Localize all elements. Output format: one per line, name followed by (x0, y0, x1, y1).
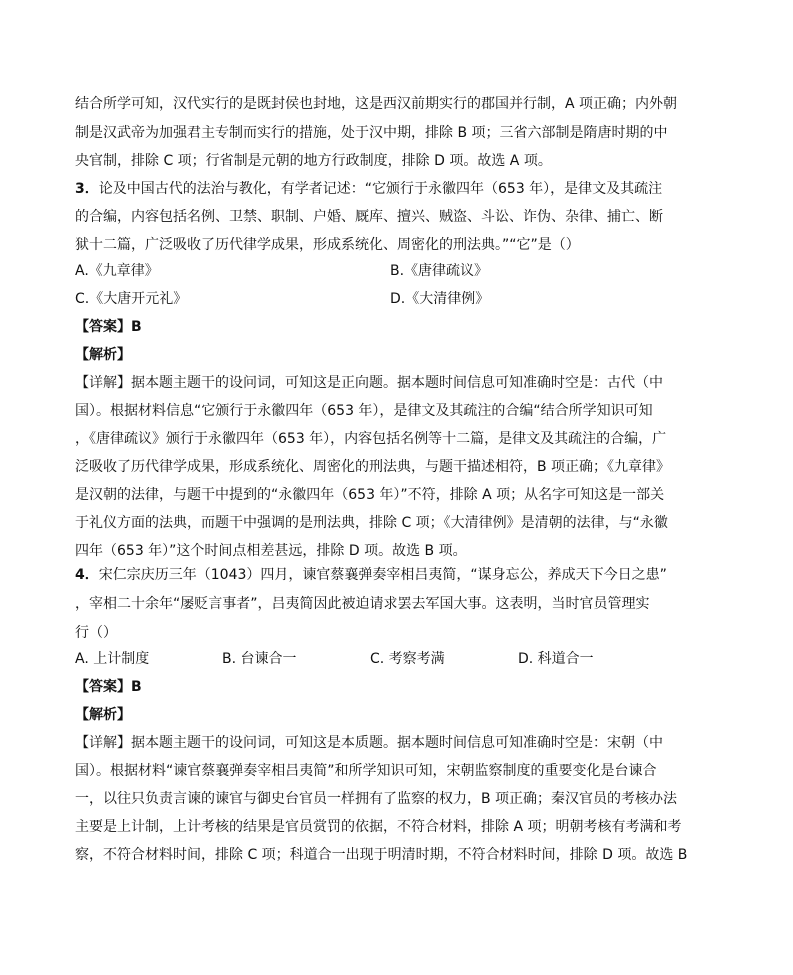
question-3-stem-line-2: 的合编，内容包括名例、卫禁、职制、户婚、厩库、擅兴、贼盗、斗讼、诈伪、杂律、捕亡、断 (75, 209, 663, 225)
question-number: 4． (75, 567, 99, 583)
question-3-analysis-label: 【解析】 (75, 347, 131, 363)
question-3-detail-line: 于礼仪方面的法典，而题干中强调的是刑法典，排除 C 项；《大清律例》是清朝的法律，与“永徽 (75, 515, 668, 531)
question-3-stem-line-1 (75, 180, 725, 198)
question-3-answer: 【答案】B (75, 319, 142, 335)
question-4-stem-line-1 (75, 566, 725, 584)
question-4-analysis-label: 【解析】 (75, 707, 131, 723)
question-4-stem-line-2: ，宰相二十余年“屡贬言事者”，吕夷简因此被迫请求罢去军国大事。这表明，当时官员管理实 (75, 596, 650, 612)
question-4-detail-line: 国）。根据材料“谏官蔡襄弹奏宰相吕夷简”和所学知识可知，宋朝监察制度的重要变化是台谏合 (75, 763, 657, 779)
paragraph-line: 央官制，排除 C 项；行省制是元朝的地方行政制度，排除 D 项。故选 A 项。 (75, 153, 552, 169)
question-4-detail-line: 一，以往只负责言谏的谏官与御史台官员一样拥有了监察的权力，B 项正确；秦汉官员的考核办法 (75, 791, 678, 807)
question-3-detail-line: 泛吸收了历代律学成果，形成系统化、周密化的刑法典，与题干描述相符，B 项正确；《九章律》 (75, 459, 671, 475)
question-3-detail-line: ，《唐律疏议》颁行于永徽四年（653 年），内容包括名例等十二篇，是律文及其疏注的合编，广 (75, 431, 667, 447)
question-4-detail-line: 察，不符合材料时间，排除 C 项；科道合一出现于明清时期，不符合材料时间，排除 D 项。故选 B (75, 847, 688, 863)
question-4-stem-line-3: 行（） (75, 625, 117, 641)
question-3-option-a: A.《九章律》 (75, 263, 159, 279)
question-stem-text: 论及中国古代的法治与教化，有学者记述：“它颁行于永徽四年（653 年），是律文及其疏注 (98, 181, 663, 197)
question-4-option-d: D. 科道合一 (518, 651, 594, 667)
question-4-detail-line: 【详解】据本题主题干的设问词，可知这是本质题。据本题时间信息可知准确时空是：宋朝（中 (75, 735, 663, 751)
paragraph-line: 制是汉武帝为加强君主专制而实行的措施，处于汉中期，排除 B 项；三省六部制是隋唐时期的中 (75, 125, 668, 141)
paragraph-line: 结合所学可知，汉代实行的是既封侯也封地，这是西汉前期实行的郡国并行制，A 项正确；内外朝 (75, 96, 678, 112)
question-3-option-b: B.《唐律疏议》 (390, 263, 489, 279)
question-3-detail-line: 国）。根据材料信息“它颁行于永徽四年（653 年），是律文及其疏注的合编“结合所学知识可知 (75, 403, 653, 419)
question-4-detail-line: 主要是上计制，上计考核的结果是官员赏罚的依据，不符合材料，排除 A 项；明朝考核有考满和考 (75, 819, 682, 835)
question-number: 3． (75, 181, 99, 197)
question-3-detail-line: 是汉朝的法律，与题干中提到的“永徽四年（653 年）”不符，排除 A 项；从名字可知这是一部关 (75, 487, 665, 503)
question-4-answer: 【答案】B (75, 679, 142, 695)
question-4-option-a: A. 上计制度 (75, 651, 150, 667)
question-4-option-b: B. 台谏合一 (222, 651, 297, 667)
question-stem-text: 宋仁宗庆历三年（1043）四月，谏官蔡襄弹奏宰相吕夷简，“谋身忘公，养成天下今日之患” (98, 567, 667, 583)
question-3-option-d: D.《大清律例》 (390, 291, 490, 307)
question-3-stem-line-3: 狱十二篇，广泛吸收了历代律学成果，形成系统化、周密化的刑法典。”“它”是（） (75, 237, 580, 253)
question-3-option-c: C.《大唐开元礼》 (75, 291, 188, 307)
question-4-option-c: C. 考察考满 (370, 651, 445, 667)
question-3-detail-line: 四年（653 年）”这个时间点相差甚远，排除 D 项。故选 B 项。 (75, 543, 467, 559)
question-3-detail-line: 【详解】据本题主题干的设问词，可知这是正向题。据本题时间信息可知准确时空是：古代（中 (75, 375, 663, 391)
